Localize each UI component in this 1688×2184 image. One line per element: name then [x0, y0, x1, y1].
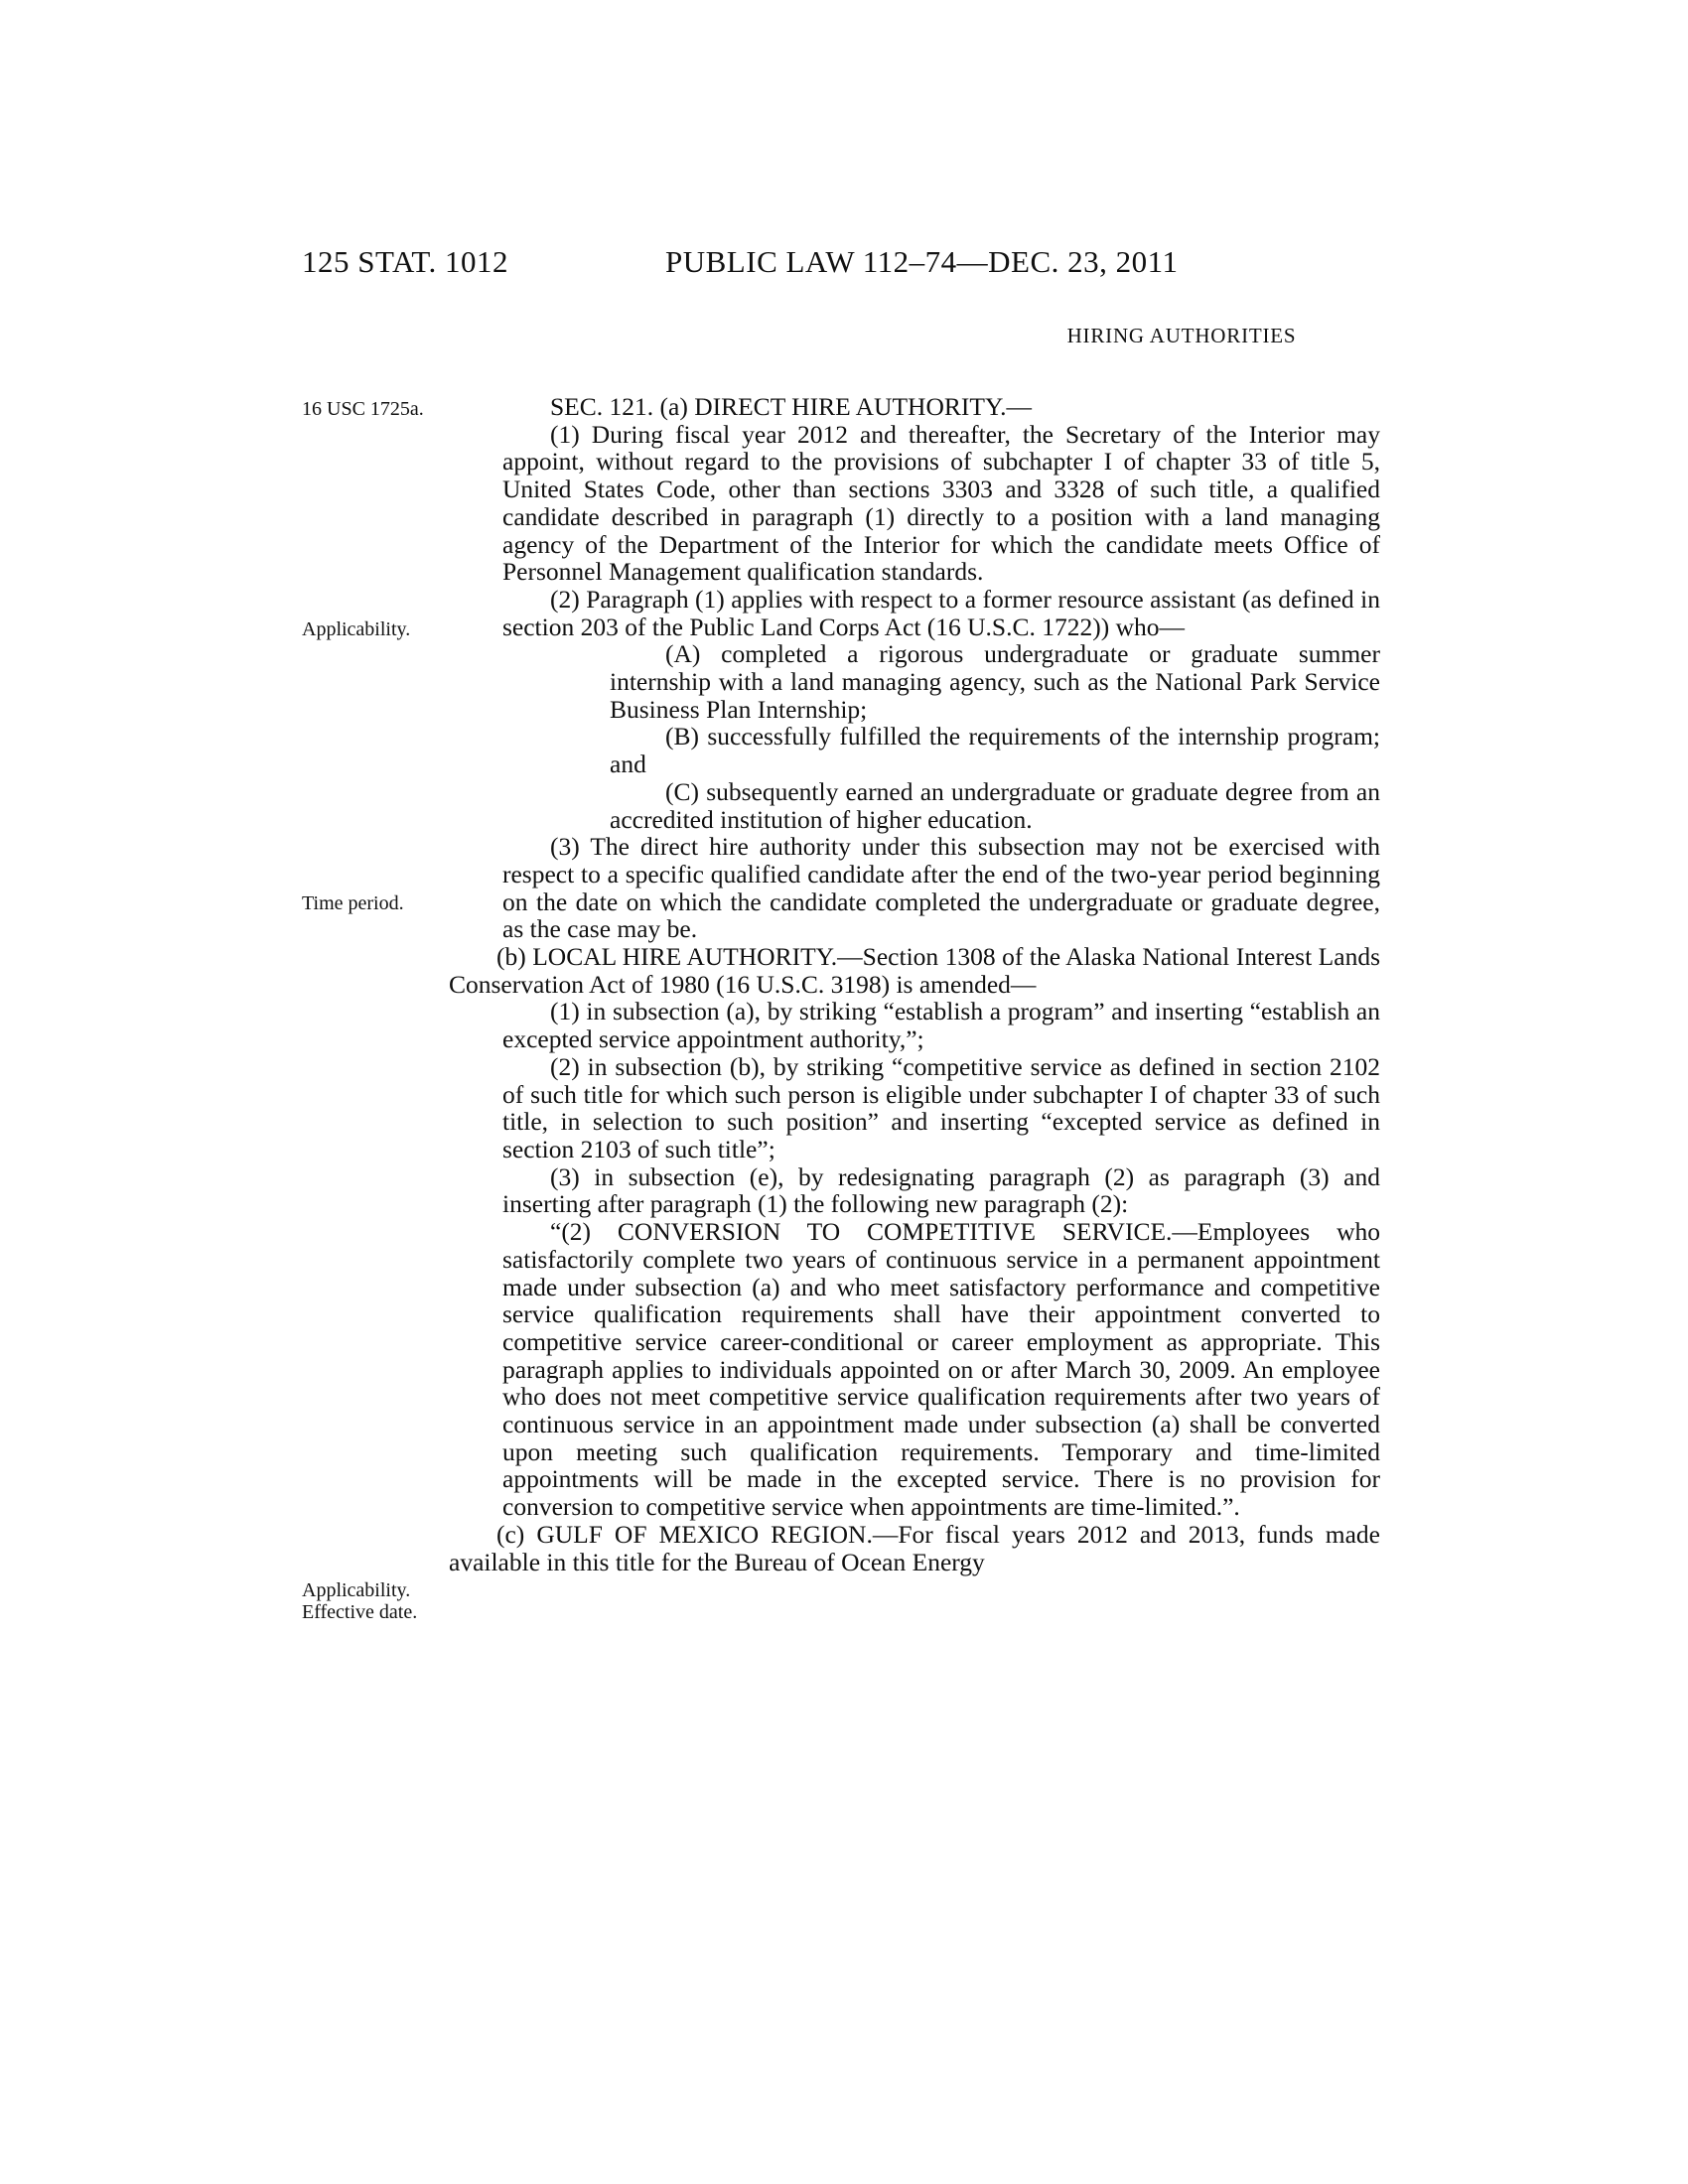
section-heading: HIRING AUTHORITIES	[1066, 324, 1297, 347]
section-121-intro: SEC. 121. (a) DIRECT HIRE AUTHORITY.—	[550, 392, 1032, 421]
paragraph-b1: (1) in subsection (a), by striking “establish a program” and inserting “establish an excepted service appointment authority,”;	[502, 997, 1380, 1054]
paragraph-b2: (2) in subsection (b), by striking “competitive service as defined in section 2102 of such title for which such person is eligible under subchapter I of chapter 33 of such title, in selection to such position” and inserting “excepted service as defined in section 2103 of such title”;	[502, 1051, 1380, 1163]
margin-note-usc: 16 USC 1725a.	[302, 398, 424, 420]
paragraph-a2: (2) Paragraph (1) applies with respect to a former resource assistant (as defined in section 203 of the Public Land Corps Act (16 U.S.C. 1722)) who—	[502, 584, 1380, 641]
subparagraph-a2c: (C) subsequently earned an undergraduate or graduate degree from an accredited institution of higher education.	[610, 776, 1380, 834]
margin-note-time-period: Time period.	[302, 892, 404, 914]
subsection-b-intro: (b) LOCAL HIRE AUTHORITY.—Section 1308 of the Alaska National Interest Lands Conservation Act of 1980 (16 U.S.C. 3198) is amended—	[449, 942, 1380, 999]
statute-page-number: 125 STAT. 1012	[302, 244, 509, 279]
margin-note-applicability-2: Applicability.	[302, 1579, 411, 1601]
subsection-c: (c) GULF OF MEXICO REGION.—For fiscal years 2012 and 2013, funds made available in this title for the Bureau of Ocean Energy	[449, 1519, 1380, 1576]
quoted-paragraph-conversion: “(2) CONVERSION TO COMPETITIVE SERVICE.—Employees who satisfactorily complete two years of continuous service in a permanent appointment made under subsection (a) and who meet satisfactory performance and competitive service qualification requirements shall have their appointment converted to competitive service career-conditional or career employment as appropriate. This paragraph applies to individuals appointed on or after March 30, 2009. An employee who does not meet competitive service qualification requirements after two years of continuous service in an appointment made under subsection (a) shall be converted upon meeting such qualification requirements. Temporary and time-limited appointments will be made in the excepted service. There is no provision for conversion to competitive service when appointments are time-limited.”.	[502, 1217, 1380, 1522]
margin-note-applicability: Applicability.	[302, 618, 411, 640]
subparagraph-a2b: (B) successfully fulfilled the requirements of the internship program; and	[610, 722, 1380, 779]
statute-body	[449, 392, 1380, 1576]
paragraph-b3: (3) in subsection (e), by redesignating paragraph (2) as paragraph (3) and inserting after paragraph (1) the following new paragraph (2):	[502, 1161, 1380, 1219]
margin-note-effective-date: Effective date.	[302, 1601, 418, 1623]
subparagraph-a2a: (A) completed a rigorous undergraduate or graduate summer internship with a land managing agency, such as the National Park Service Business Plan Internship;	[610, 639, 1380, 724]
paragraph-a3: (3) The direct hire authority under this subsection may not be exercised with respect to a specific qualified candidate after the end of the two-year period beginning on the date on which the candidate completed the undergraduate or graduate degree, as the case may be.	[502, 832, 1380, 944]
public-law-title: PUBLIC LAW 112–74—DEC. 23, 2011	[665, 244, 1179, 279]
paragraph-a1: (1) During fiscal year 2012 and thereafter, the Secretary of the Interior may appoint, without regard to the provisions of subchapter I of chapter 33 of title 5, United States Code, other than sections 3303 and 3328 of such title, a qualified candidate described in paragraph (1) directly to a position with a land managing agency of the Department of the Interior for which the candidate meets Office of Personnel Management qualification standards.	[502, 419, 1380, 587]
